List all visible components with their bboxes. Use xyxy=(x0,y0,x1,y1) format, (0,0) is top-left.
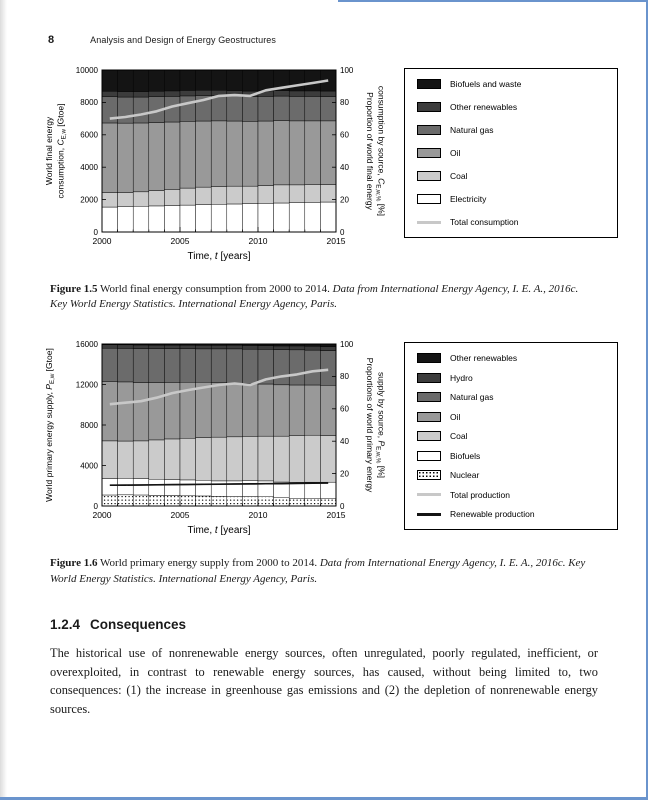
svg-text:20: 20 xyxy=(340,195,349,205)
svg-text:10000: 10000 xyxy=(75,65,98,75)
svg-text:8000: 8000 xyxy=(80,421,98,431)
legend-swatch-box xyxy=(417,102,441,112)
scan-edge-left xyxy=(0,0,7,800)
caption-text: World primary energy supply from 2000 to 2014. xyxy=(100,557,318,570)
legend-swatch-line xyxy=(417,493,441,496)
svg-text:8000: 8000 xyxy=(80,98,98,108)
svg-text:0: 0 xyxy=(340,502,345,512)
legend-label: Electricity xyxy=(450,194,487,204)
right-axis-label: consumption by source, $C_{E,w,\%}$ [%] xyxy=(374,85,387,217)
stacked-bars xyxy=(102,70,336,232)
legend-item xyxy=(417,470,605,480)
svg-text:16000: 16000 xyxy=(75,340,98,350)
legend-label: Coal xyxy=(450,431,468,442)
legend-label: Nuclear xyxy=(450,470,480,481)
figure-1-6-caption xyxy=(50,556,598,586)
legend-label: Renewable production xyxy=(450,509,535,520)
svg-text:40: 40 xyxy=(340,163,349,172)
svg-text:2010: 2010 xyxy=(248,510,268,521)
x-axis-label: Time, t [years] xyxy=(187,251,251,262)
chart-world-final-energy-consumption xyxy=(44,64,396,276)
legend-swatch-dots xyxy=(417,470,441,480)
legend-swatch-line xyxy=(417,513,441,516)
legend-swatch-box xyxy=(417,171,441,181)
svg-text:0: 0 xyxy=(93,227,98,237)
legend-item xyxy=(417,451,605,461)
legend-item xyxy=(417,490,605,500)
legend-label: Other renewables xyxy=(450,102,518,112)
svg-text:2015: 2015 xyxy=(326,510,346,521)
legend-swatch-box xyxy=(417,194,441,204)
legend-item xyxy=(417,171,605,181)
svg-text:2000: 2000 xyxy=(92,510,112,521)
caption-label: Figure 1.5 xyxy=(50,283,98,295)
legend-swatch-box xyxy=(417,79,441,89)
legend-item xyxy=(417,125,605,135)
section-number: 1.2.4 xyxy=(50,616,81,632)
scan-edge-top xyxy=(338,0,648,2)
legend-swatch-line xyxy=(417,221,441,224)
legend-label: Coal xyxy=(450,171,468,181)
section-title: Consequences xyxy=(90,616,187,632)
svg-text:2005: 2005 xyxy=(170,510,190,521)
legend-swatch-box xyxy=(417,451,441,461)
svg-text:0: 0 xyxy=(93,502,98,512)
svg-text:60: 60 xyxy=(340,404,349,414)
x-axis-label: Time, t [years] xyxy=(187,525,251,537)
svg-text:80: 80 xyxy=(340,372,349,382)
figure-1-5-caption xyxy=(50,282,598,312)
legend-final-energy xyxy=(404,68,618,238)
legend-label: Natural gas xyxy=(450,392,494,403)
legend-primary-energy xyxy=(404,342,618,530)
left-axis-label: consumption, $C_{E,w}$ [Gtoe] xyxy=(55,103,68,199)
figure-1-6 xyxy=(44,338,648,550)
svg-text:2010: 2010 xyxy=(248,236,268,246)
legend-label: Biofuels and waste xyxy=(450,79,522,89)
legend-item xyxy=(417,412,605,422)
svg-text:4000: 4000 xyxy=(80,461,98,471)
running-title: Analysis and Design of Energy Geostructures xyxy=(90,35,277,45)
caption-source: Data from International Energy Agency, I. E. A., 2016c. Key World Energy Statistics. International Energy Agency, Paris. xyxy=(50,557,586,585)
svg-text:2015: 2015 xyxy=(326,236,346,246)
legend-label: Natural gas xyxy=(450,125,494,135)
page-number: 8 xyxy=(48,34,55,46)
legend-swatch-box xyxy=(417,125,441,135)
legend-item xyxy=(417,353,605,363)
svg-text:20: 20 xyxy=(340,469,349,479)
legend-label: Total consumption xyxy=(450,217,519,227)
legend-item xyxy=(417,431,605,441)
right-axis-label: Proportions of world primary energy xyxy=(365,358,375,493)
legend-item xyxy=(417,373,605,383)
legend-label: Other renewables xyxy=(450,353,518,364)
legend-swatch-box xyxy=(417,148,441,158)
svg-text:60: 60 xyxy=(340,130,349,140)
legend-item xyxy=(417,217,605,227)
caption-source: Data from International Energy Agency, I. E. A., 2016c. Key World Energy Statistics. International Energy Agency, Paris. xyxy=(50,283,579,311)
svg-text:80: 80 xyxy=(340,98,349,108)
legend-item xyxy=(417,509,605,519)
svg-text:12000: 12000 xyxy=(75,380,98,390)
legend-item xyxy=(417,194,605,204)
legend-item xyxy=(417,79,605,89)
legend-label: Oil xyxy=(450,411,461,422)
body-paragraph: The historical use of nonrenewable energy sources, often unregulated, poorly regulated, inefficient, or overexploited, in contrast to renewable energy sources, has caused, without being limited to, two consequences: (1) the increase in greenhouse gas emissions and (2) the depletion of nonrenewable energy sources. xyxy=(50,645,598,717)
left-axis-label: World primary energy supply, $P_{E,w}$ [Gtoe] xyxy=(44,348,57,503)
legend-item xyxy=(417,102,605,112)
svg-text:0: 0 xyxy=(340,227,345,237)
legend-item xyxy=(417,392,605,402)
chart-world-primary-energy-supply xyxy=(44,338,396,550)
legend-label: Biofuels xyxy=(450,450,481,461)
svg-text:2000: 2000 xyxy=(80,195,98,205)
svg-text:100: 100 xyxy=(340,340,354,350)
caption-label: Figure 1.6 xyxy=(50,557,98,570)
svg-text:100: 100 xyxy=(340,65,354,75)
figure-1-5 xyxy=(44,64,648,276)
svg-text:4000: 4000 xyxy=(80,163,98,172)
right-axis-label: supply by source, $P_{E,w,\%}$ [%] xyxy=(374,372,387,479)
running-header xyxy=(48,34,648,46)
stacked-bars xyxy=(102,344,336,506)
legend-swatch-box xyxy=(417,392,441,402)
svg-text:40: 40 xyxy=(340,437,349,447)
legend-swatch-box xyxy=(417,373,441,383)
legend-item xyxy=(417,148,605,158)
svg-text:6000: 6000 xyxy=(80,130,98,140)
legend-swatch-box xyxy=(417,431,441,441)
section-heading xyxy=(50,617,648,632)
right-axis-label: Proportion of world final energy xyxy=(365,92,375,210)
svg-text:2000: 2000 xyxy=(92,236,112,246)
legend-swatch-box xyxy=(417,353,441,363)
svg-text:2005: 2005 xyxy=(170,236,190,246)
caption-text: World final energy consumption from 2000 to 2014. xyxy=(100,283,330,295)
left-axis-label: World final energy xyxy=(44,116,54,186)
legend-label: Total production xyxy=(450,489,511,500)
legend-swatch-box xyxy=(417,412,441,422)
legend-label: Oil xyxy=(450,148,461,158)
legend-label: Hydro xyxy=(450,372,473,383)
